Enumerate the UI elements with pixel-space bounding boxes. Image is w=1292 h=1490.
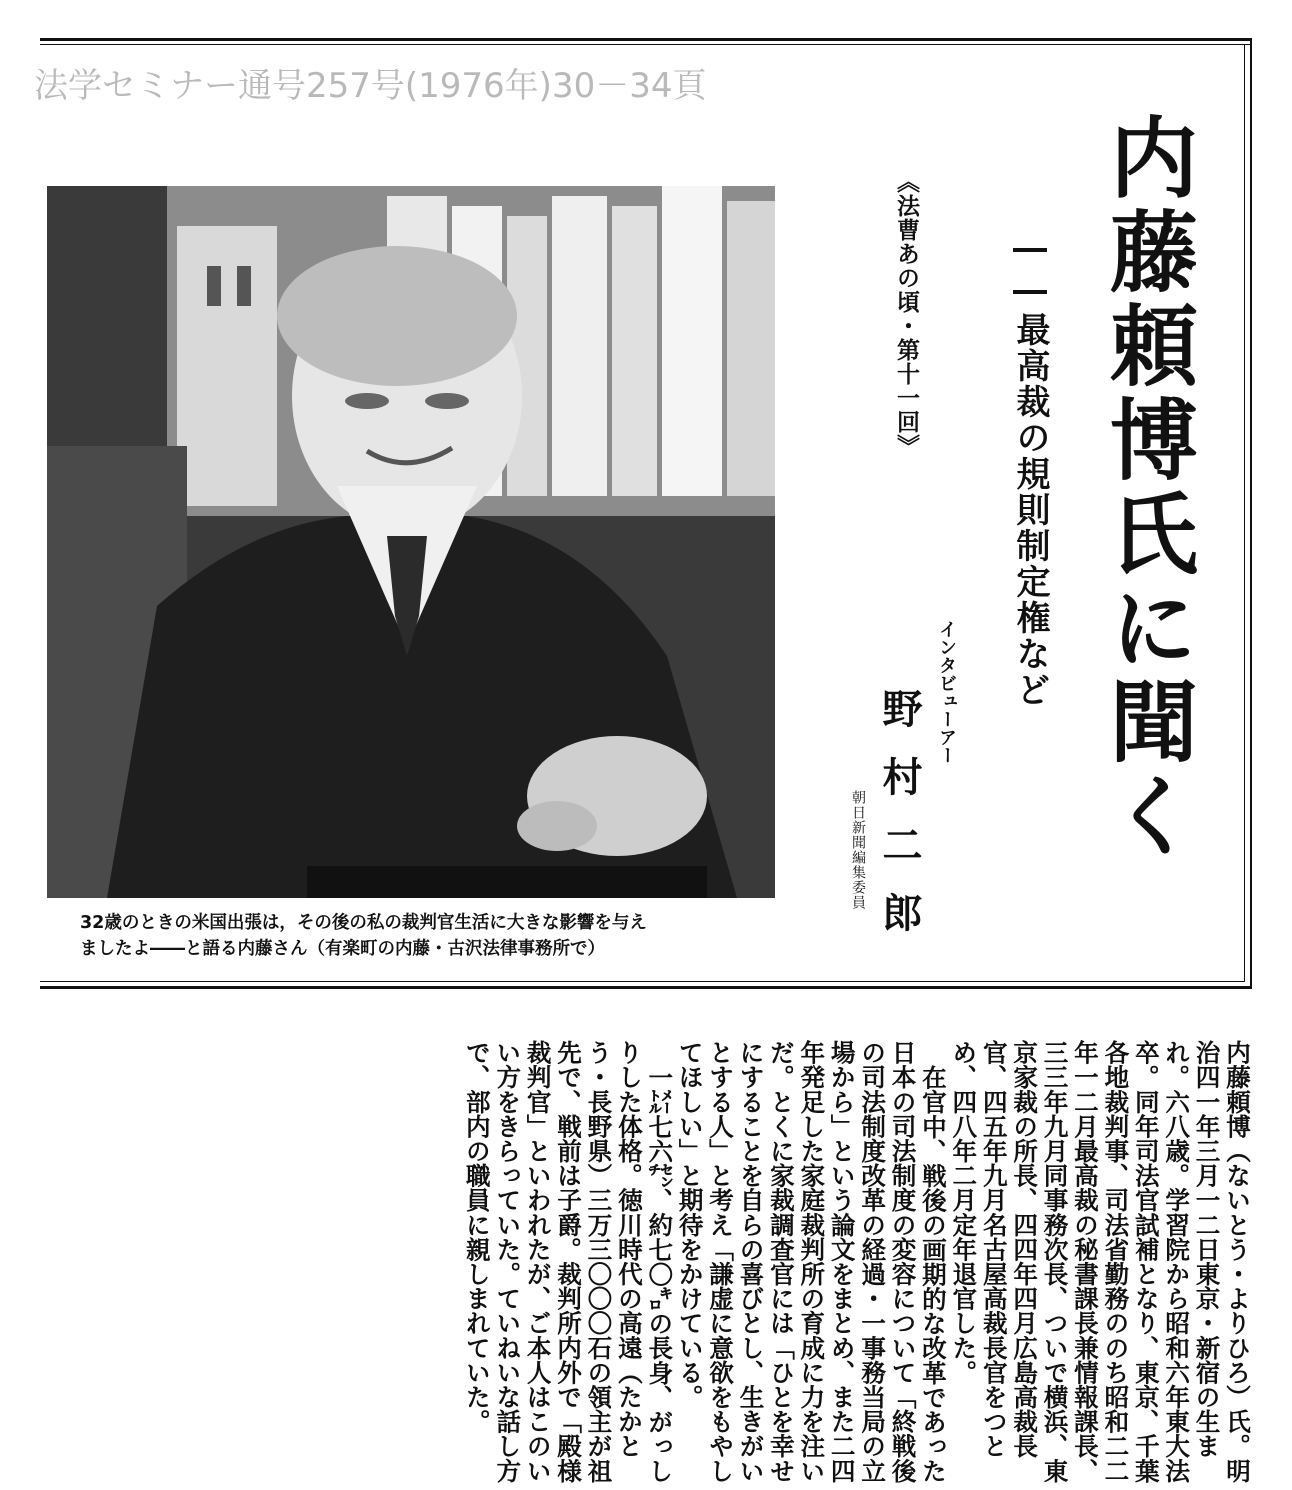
interviewer-affiliation: 朝日新聞編集委員 (850, 790, 866, 910)
article-title: 内藤頼博氏に聞く (1096, 112, 1200, 864)
interviewer-name: 野村二郎 (876, 688, 923, 960)
portrait-illustration (47, 186, 775, 898)
profile-body (332, 1040, 1252, 1485)
caption-line-2: ましたよ――と語る内藤さん（有楽町の内藤・古沢法律事務所で） (80, 939, 605, 959)
source-header: 法学セミナー通号257号(1976年)30－34頁 (34, 66, 707, 106)
bottom-rule (40, 986, 1252, 989)
top-rule (40, 38, 1252, 41)
top-rule-thin (40, 44, 1252, 45)
photo-caption (80, 910, 800, 962)
body-paragraph-3: 一㍍七六㌢、約七〇㌔の長身、がっしりした体格。徳川時代の高遠（たかとう・長野県）三万三〇〇〇石の領主が祖先で、戦前は子爵。裁判所内外で「殿様裁判官」といわれたが、ご本人はこのいい方をきらっていた。ていねいな話し方で、部内の職員に親しまれていた。 (462, 1040, 675, 1483)
bottom-rule-thin (40, 981, 1245, 982)
article-subtitle: ――最高裁の規則制定権など (1010, 228, 1050, 708)
right-border-thin (1244, 44, 1245, 982)
interviewer-label: インタビューアー (936, 620, 957, 764)
series-label: 《法曹あの頃・第十一回》 (893, 170, 920, 458)
body-paragraph-2: 在官中、戦後の画期的な改革であった日本の司法制度の変容について「終戦後の司法制度改革の経過・一事務当局の立場から」という論文をまとめ、また二四年発足した家庭裁判所の育成に力を注いだ。とくに家裁調査官には「ひとを幸せにすることを自らの喜びとし、生きがいとする人」と考え「謙虚に意欲をもやしてほしい」と期待をかけている。 (675, 1040, 948, 1483)
portrait-photo (47, 186, 775, 898)
body-paragraph-1: 内藤頼博（ないとう・よりひろ）氏。明治四一年三月一二日東京・新宿の生まれ。六八歳。学習院から昭和六年東大法卒。同年司法官試補となり、東京、千葉各地裁判事、司法省勤務ののち昭和二二年一二月最高裁の秘書課長兼情報課長、三三年九月同事務次長、ついで横浜、東京家裁の所長、四四年四月広島高裁長官、四五年九月名古屋高裁長官をつとめ、四八年二月定年退官した。 (949, 1040, 1252, 1483)
caption-line-1: 32歳のときの米国出張は，その後の私の裁判官生活に大きな影響を与え (80, 913, 647, 933)
right-border (1250, 38, 1252, 988)
